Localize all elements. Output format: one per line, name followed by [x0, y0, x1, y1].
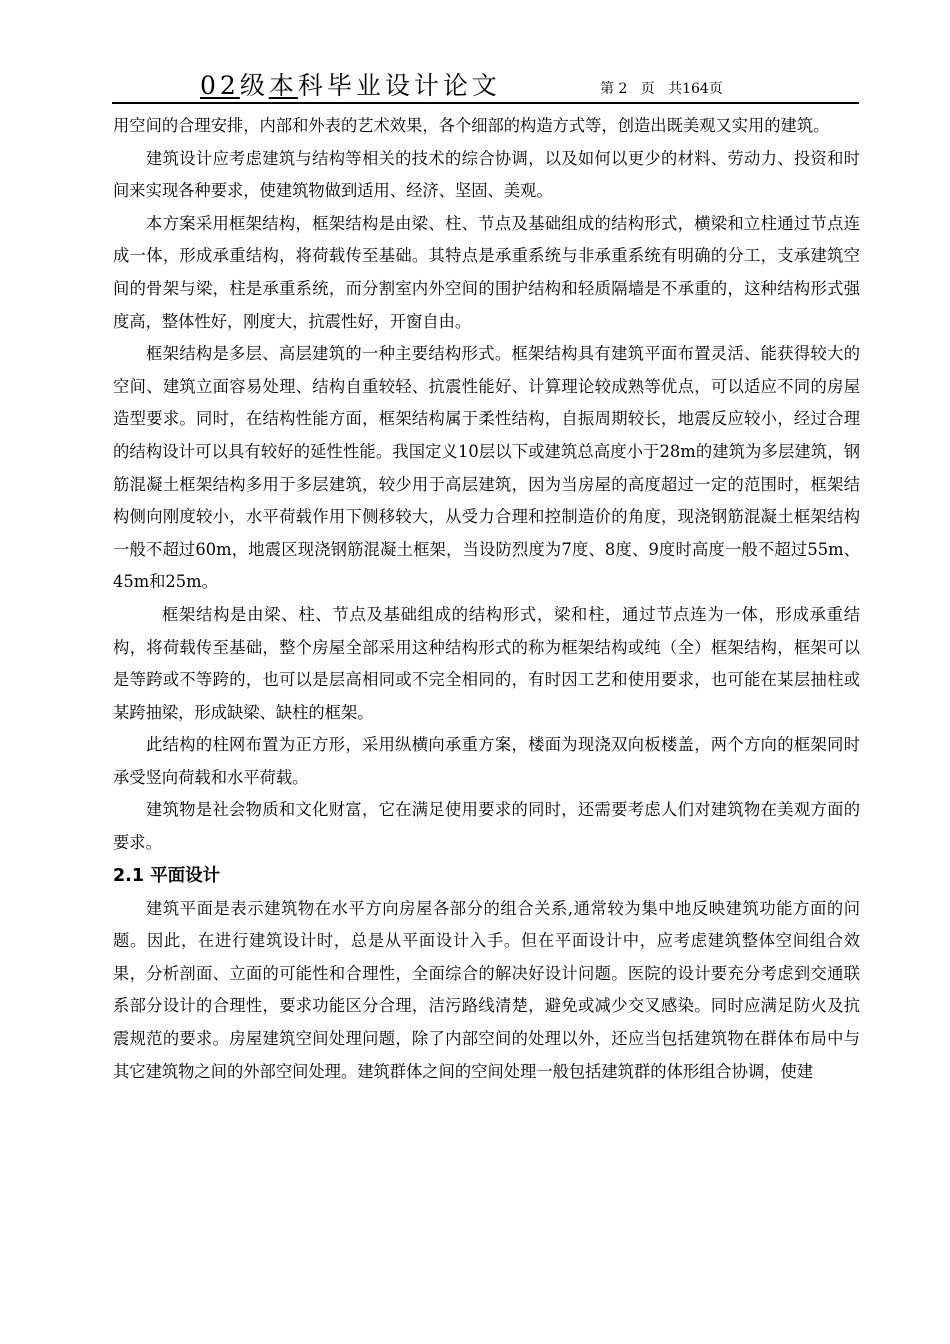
paragraph-continued: 用空间的合理安排，内部和外表的艺术效果，各个细部的构造方式等，创造出既美观又实用的建筑。 — [113, 116, 830, 135]
page-label-prefix: 第 — [600, 81, 614, 97]
paragraph: 本方案采用框架结构，框架结构是由梁、柱、节点及基础组成的结构形式，横梁和立柱通过节点连成一体，形成承重结构，将荷载传至基础。其特点是承重系统与非承重系统有明确的分工，支承建筑空间的骨架与梁，柱是承重系统，而分割室内外空间的围护结构和轻质隔墙是不承重的，这种结构形式强度高，整体性好，刚度大，抗震性好，开窗自由。 — [113, 213, 860, 331]
page-label-unit: 页 — [640, 81, 655, 97]
title-prefix: 02 — [200, 71, 240, 100]
page-indicator — [600, 80, 723, 98]
paragraph: 此结构的柱网布置为正方形，采用纵横向承重方案，楼面为现浇双向板楼盖，两个方向的框架同时承受竖向荷载和水平荷载。 — [113, 735, 860, 787]
title-underlined: 本 — [268, 71, 298, 100]
total-pages: 共164页 — [668, 81, 723, 97]
paragraph: 框架结构是多层、高层建筑的一种主要结构形式。框架结构具有建筑平面布置灵活、能获得较大的空间、建筑立面容易处理、结构自重较轻、抗震性能好、计算理论较成熟等优点，可以适应不同的房屋造型要求。同时，在结构性能方面，框架结构属于柔性结构，自振周期较长，地震反应较小，经过合理的结构设计可以具有较好的延性性能。我国定义10层以下或建筑总高度小于28m的建筑为多层建筑，钢筋混凝土框架结构多用于多层建筑，较少用于高层建筑，因为当房屋的高度超过一定的范围时，框架结构侧向刚度较小，水平荷载作用下侧移较大，从受力合理和控制造价的角度，现浇钢筋混凝土框架结构一般不超过60m，地震区现浇钢筋混凝土框架，当设防烈度为7度、8度、9度时高度一般不超过55m、45m和25m。 — [113, 344, 860, 592]
section-paragraph: 建筑平面是表示建筑物在水平方向房屋各部分的组合关系,通常较为集中地反映建筑功能方面的问题。因此，在进行建筑设计时，总是从平面设计入手。但在平面设计中，应考虑建筑整体空间组合效果，分析剖面、立面的可能性和合理性，全面综合的解决好设计问题。医院的设计要充分考虑到交通联系部分设计的合理性，要求功能区分合理，洁污路线清楚，避免或减少交叉感染。同时应满足防火及抗震规范的要求。房屋建筑空间处理问题，除了内部空间的处理以外，还应当包括建筑物在群体布局中与其它建筑物之间的外部空间处理。建筑群体之间的空间处理一般包括建筑群的体形组合协调，使建 — [113, 898, 860, 1081]
title-mid: 级 — [239, 71, 269, 100]
paragraph: 框架结构是由梁、柱、节点及基础组成的结构形式，梁和柱，通过节点连为一体，形成承重结构，将荷载传至基础，整个房屋全部采用这种结构形式的称为框架结构或纯（全）框架结构，框架可以是等跨或不等跨的，也可以是层高相同或不完全相同的，有时因工艺和使用要求，也可能在某层抽柱或某跨抽梁，形成缺梁、缺柱的框架。 — [113, 604, 860, 722]
page-header — [112, 70, 859, 104]
thesis-title — [200, 72, 501, 100]
section-heading: 2.1 平面设计 — [113, 865, 221, 886]
page-number: 2 — [618, 81, 628, 97]
document-body — [113, 110, 860, 1088]
paragraph: 建筑物是社会物质和文化财富，它在满足使用要求的同时，还需要考虑人们对建筑物在美观方面的要求。 — [113, 800, 860, 853]
paragraph: 建筑设计应考虑建筑与结构等相关的技术的综合协调，以及如何以更少的材料、劳动力、投资和时间来实现各种要求，使建筑物做到适用、经济、坚固、美观。 — [113, 148, 860, 201]
title-rest: 科毕业设计论文 — [297, 71, 501, 100]
